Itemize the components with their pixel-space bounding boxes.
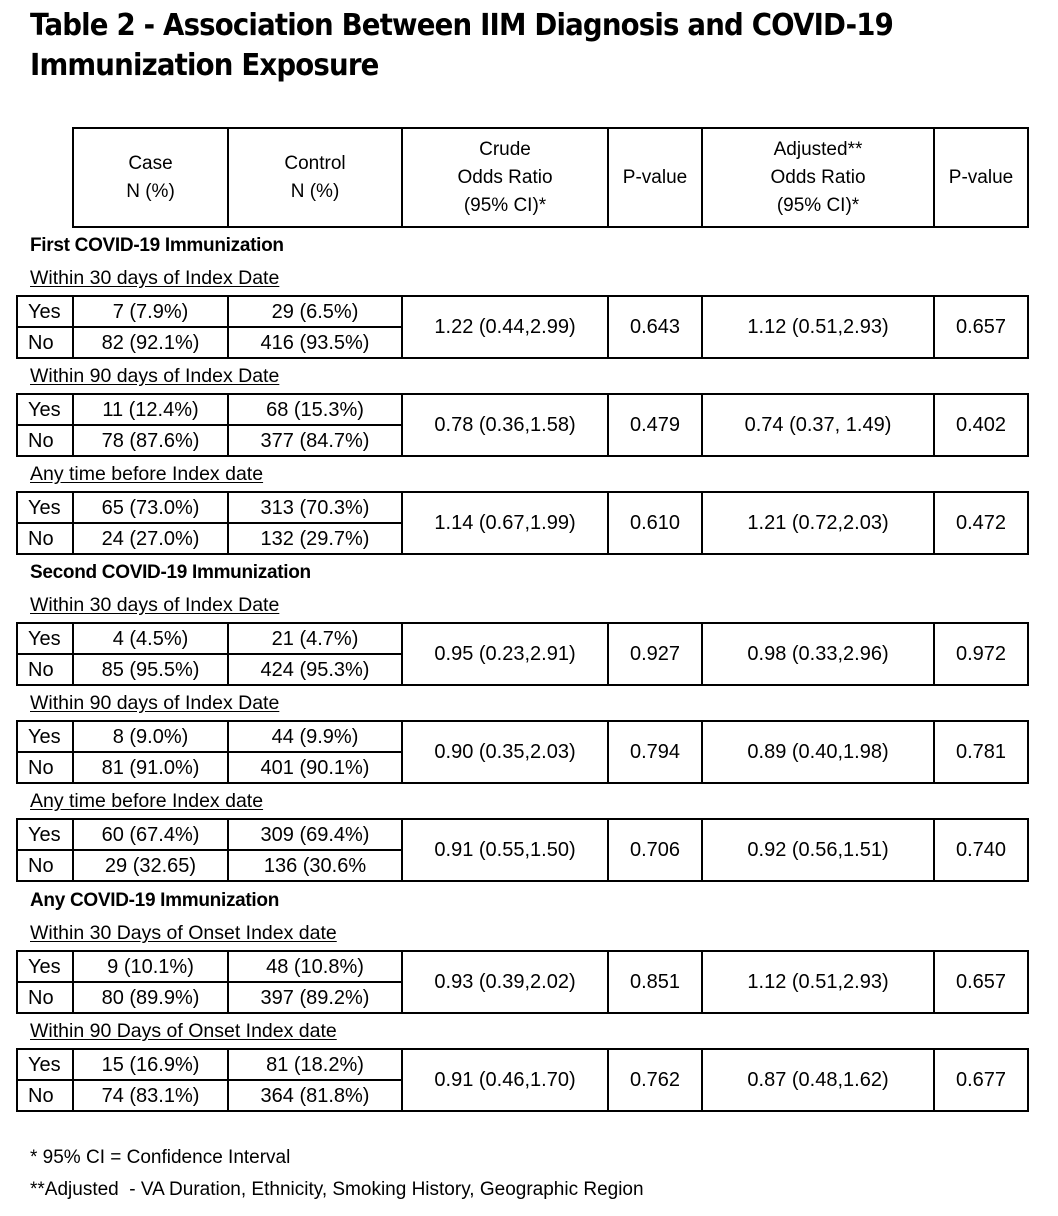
case-cell: 65 (73.0%) xyxy=(73,492,228,523)
crude-p-value-cell: 0.927 xyxy=(608,623,702,685)
footnote-ci: * 95% CI = Confidence Interval xyxy=(30,1147,291,1168)
control-cell: 416 (93.5%) xyxy=(228,327,402,358)
crude-or-cell: 0.91 (0.55,1.50) xyxy=(402,819,608,881)
control-cell: 364 (81.8%) xyxy=(228,1080,402,1111)
adjusted-or-cell: 1.12 (0.51,2.93) xyxy=(702,296,934,358)
subgroup-label: Within 30 days of Index Date xyxy=(30,267,280,289)
subgroup-label: Within 30 Days of Onset Index date xyxy=(30,922,337,944)
control-cell: 44 (9.9%) xyxy=(228,721,402,752)
header-adjusted-line: (95% CI)* xyxy=(776,194,860,216)
header-adjusted-or xyxy=(702,128,934,227)
crude-p-value-cell: 0.610 xyxy=(608,492,702,554)
header-crude-or xyxy=(402,128,608,227)
subgroup-table xyxy=(16,818,1029,882)
crude-p-value-cell: 0.706 xyxy=(608,819,702,881)
exposure-cell: Yes xyxy=(17,394,73,425)
subgroup-table xyxy=(16,950,1029,1014)
control-cell: 136 (30.6% xyxy=(228,850,402,881)
exposure-cell: No xyxy=(17,1080,73,1111)
control-cell: 21 (4.7%) xyxy=(228,623,402,654)
case-cell: 9 (10.1%) xyxy=(73,951,228,982)
adjusted-p-value-cell: 0.402 xyxy=(934,394,1028,456)
crude-p-value-cell: 0.794 xyxy=(608,721,702,783)
crude-p-value-cell: 0.479 xyxy=(608,394,702,456)
control-cell: 81 (18.2%) xyxy=(228,1049,402,1080)
table-row xyxy=(17,951,1028,982)
subgroup-table xyxy=(16,1048,1029,1112)
case-cell: 11 (12.4%) xyxy=(73,394,228,425)
crude-p-value-cell: 0.851 xyxy=(608,951,702,1013)
adjusted-p-value-cell: 0.657 xyxy=(934,951,1028,1013)
exposure-cell: Yes xyxy=(17,819,73,850)
subgroup-label: Any time before Index date xyxy=(30,790,264,812)
case-cell: 4 (4.5%) xyxy=(73,623,228,654)
subgroup-label: Within 90 days of Index Date xyxy=(30,692,280,714)
table-row xyxy=(17,394,1028,425)
header-case-line: Case xyxy=(128,152,173,174)
control-cell: 377 (84.7%) xyxy=(228,425,402,456)
header-control-line: N (%) xyxy=(290,180,340,202)
header-case xyxy=(73,128,228,227)
adjusted-or-cell: 1.21 (0.72,2.03) xyxy=(702,492,934,554)
adjusted-or-cell: 0.98 (0.33,2.96) xyxy=(702,623,934,685)
adjusted-or-cell: 0.87 (0.48,1.62) xyxy=(702,1049,934,1111)
adjusted-p-value-cell: 0.472 xyxy=(934,492,1028,554)
case-cell: 60 (67.4%) xyxy=(73,819,228,850)
subgroup-label: Within 90 days of Index Date xyxy=(30,365,280,387)
section-heading: First COVID-19 Immunization xyxy=(30,235,284,256)
exposure-cell: Yes xyxy=(17,623,73,654)
control-cell: 68 (15.3%) xyxy=(228,394,402,425)
crude-or-cell: 1.14 (0.67,1.99) xyxy=(402,492,608,554)
control-cell: 424 (95.3%) xyxy=(228,654,402,685)
header-adjusted-line: Adjusted** xyxy=(773,138,863,160)
control-cell: 397 (89.2%) xyxy=(228,982,402,1013)
crude-or-cell: 0.90 (0.35,2.03) xyxy=(402,721,608,783)
control-cell: 132 (29.7%) xyxy=(228,523,402,554)
exposure-cell: No xyxy=(17,752,73,783)
control-cell: 401 (90.1%) xyxy=(228,752,402,783)
subgroup-label: Within 90 Days of Onset Index date xyxy=(30,1020,337,1042)
header-crude-p-value: P-value xyxy=(608,128,702,227)
adjusted-or-cell: 1.12 (0.51,2.93) xyxy=(702,951,934,1013)
crude-or-cell: 0.78 (0.36,1.58) xyxy=(402,394,608,456)
exposure-cell: No xyxy=(17,425,73,456)
header-control xyxy=(228,128,402,227)
adjusted-or-cell: 0.89 (0.40,1.98) xyxy=(702,721,934,783)
case-cell: 80 (89.9%) xyxy=(73,982,228,1013)
exposure-cell: No xyxy=(17,850,73,881)
control-cell: 29 (6.5%) xyxy=(228,296,402,327)
exposure-cell: No xyxy=(17,327,73,358)
header-crude-line: Crude xyxy=(479,138,531,160)
table-row xyxy=(17,623,1028,654)
case-cell: 15 (16.9%) xyxy=(73,1049,228,1080)
case-cell: 81 (91.0%) xyxy=(73,752,228,783)
exposure-cell: No xyxy=(17,523,73,554)
header-case-line: N (%) xyxy=(126,180,175,202)
table-row xyxy=(17,819,1028,850)
subgroup-label: Any time before Index date xyxy=(30,463,264,485)
header-crude-line: (95% CI)* xyxy=(463,194,547,216)
adjusted-or-cell: 0.92 (0.56,1.51) xyxy=(702,819,934,881)
exposure-cell: Yes xyxy=(17,951,73,982)
control-cell: 313 (70.3%) xyxy=(228,492,402,523)
crude-p-value-cell: 0.762 xyxy=(608,1049,702,1111)
control-cell: 309 (69.4%) xyxy=(228,819,402,850)
crude-or-cell: 1.22 (0.44,2.99) xyxy=(402,296,608,358)
subgroup-table xyxy=(16,393,1029,457)
case-cell: 82 (92.1%) xyxy=(73,327,228,358)
subgroup-table xyxy=(16,295,1029,359)
exposure-cell: No xyxy=(17,982,73,1013)
control-cell: 48 (10.8%) xyxy=(228,951,402,982)
exposure-cell: No xyxy=(17,654,73,685)
exposure-cell: Yes xyxy=(17,1049,73,1080)
adjusted-p-value-cell: 0.657 xyxy=(934,296,1028,358)
header-table xyxy=(72,127,1029,228)
footnote-adjusted: **Adjusted - VA Duration, Ethnicity, Smoking History, Geographic Region xyxy=(30,1179,644,1200)
header-adjusted-p-value: P-value xyxy=(934,128,1028,227)
table-row xyxy=(17,492,1028,523)
case-cell: 8 (9.0%) xyxy=(73,721,228,752)
subgroup-label: Within 30 days of Index Date xyxy=(30,594,280,616)
exposure-cell: Yes xyxy=(17,296,73,327)
case-cell: 29 (32.65) xyxy=(73,850,228,881)
case-cell: 7 (7.9%) xyxy=(73,296,228,327)
case-cell: 24 (27.0%) xyxy=(73,523,228,554)
subgroup-table xyxy=(16,720,1029,784)
adjusted-or-cell: 0.74 (0.37, 1.49) xyxy=(702,394,934,456)
case-cell: 78 (87.6%) xyxy=(73,425,228,456)
adjusted-p-value-cell: 0.740 xyxy=(934,819,1028,881)
case-cell: 74 (83.1%) xyxy=(73,1080,228,1111)
crude-or-cell: 0.93 (0.39,2.02) xyxy=(402,951,608,1013)
adjusted-p-value-cell: 0.972 xyxy=(934,623,1028,685)
adjusted-p-value-cell: 0.677 xyxy=(934,1049,1028,1111)
header-adjusted-line: Odds Ratio xyxy=(770,166,866,188)
header-crude-line: Odds Ratio xyxy=(457,166,553,188)
subgroup-table xyxy=(16,622,1029,686)
adjusted-p-value-cell: 0.781 xyxy=(934,721,1028,783)
crude-or-cell: 0.91 (0.46,1.70) xyxy=(402,1049,608,1111)
section-heading: Second COVID-19 Immunization xyxy=(30,562,311,583)
exposure-cell: Yes xyxy=(17,492,73,523)
case-cell: 85 (95.5%) xyxy=(73,654,228,685)
table-row xyxy=(17,1049,1028,1080)
crude-p-value-cell: 0.643 xyxy=(608,296,702,358)
table-row xyxy=(17,721,1028,752)
exposure-cell: Yes xyxy=(17,721,73,752)
table-title: Table 2 - Association Between IIM Diagnosis and COVID-19 Immunization Exposure xyxy=(30,8,894,83)
table-row xyxy=(17,296,1028,327)
crude-or-cell: 0.95 (0.23,2.91) xyxy=(402,623,608,685)
subgroup-table xyxy=(16,491,1029,555)
header-control-line: Control xyxy=(284,152,346,174)
section-heading: Any COVID-19 Immunization xyxy=(30,890,280,911)
